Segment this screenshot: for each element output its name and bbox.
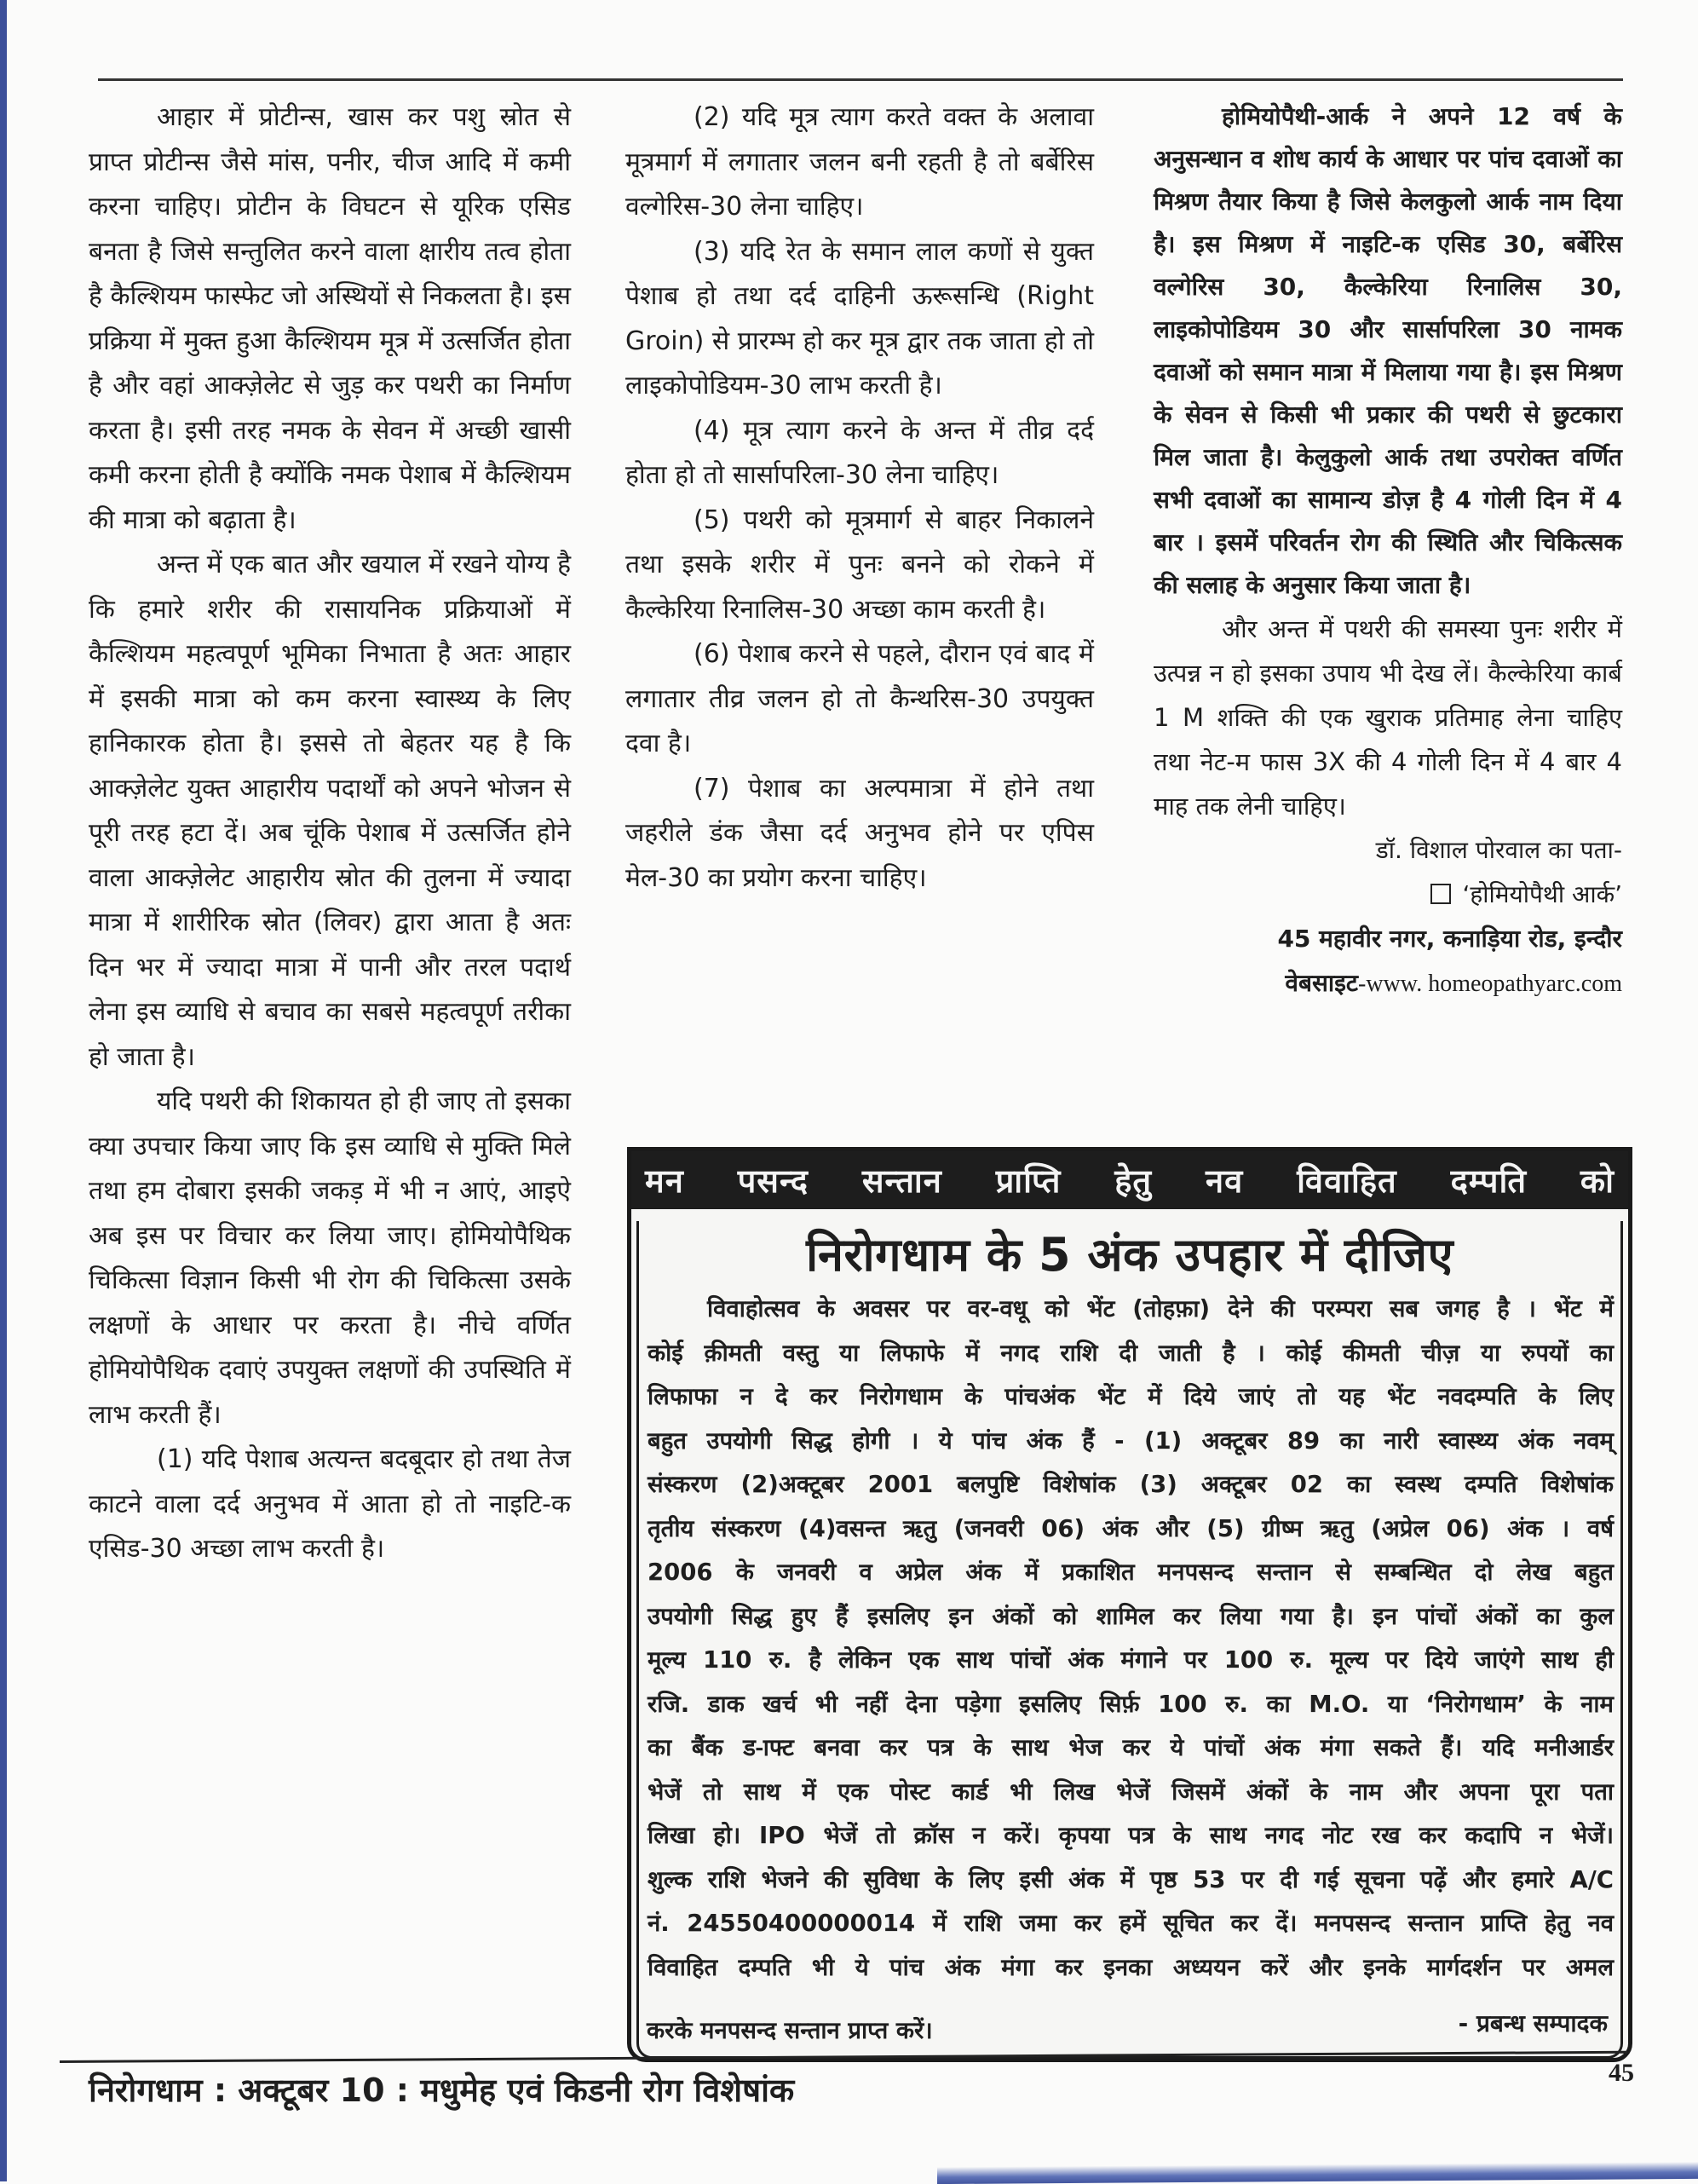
ad-line: उपयोगी सिद्ध हुए हैं इसलिए इन अंकों को शामिल कर लिया गया है। इन पांचों अंकों का कुल xyxy=(648,1602,1614,1630)
ad-line: कोई क़ीमती वस्तु या लिफाफे में नगद राशि दी जाती है । कोई कीमती चीज़ या रुपयों का xyxy=(648,1339,1614,1367)
org-name: ‘होमियोपैथी आर्क’ xyxy=(1462,880,1622,908)
ad-line: का बैंक ड-ाफ्ट बनवा कर पत्र के साथ भेज कर ये पांचों अंक मंगा सकते हैं। यदि मनीआर्डर xyxy=(648,1734,1614,1761)
remedy-item-2: (2) यदि मूत्र त्याग करते वक्त के अलावा मूत्रमार्ग में लगातार जलन बनी रहती है तो बर्बेरिस वल्गेरिस-30 लेना चाहिए। xyxy=(625,102,1094,222)
ad-line: 2006 के जनवरी व अप्रेल अंक में प्रकाशित मनपसन्द सन्तान से सम्बन्धित दो लेख बहुत xyxy=(648,1559,1614,1586)
banner-word: पसन्द xyxy=(737,1162,809,1200)
square-bullet-icon xyxy=(1430,884,1451,904)
remedy-item-3: (3) यदि रेत के समान लाल कणों से युक्त पेशाब हो तथा दर्द दाहिनी ऊरूसन्धि (Right Groin) से प्रारम्भ हो कर मूत्र द्वार तक जाता हो तो लाइकोपोडियम-30 लाभ करती है। xyxy=(625,236,1094,400)
ad-line: लिफाफा न दे कर निरोगधाम के पांचअंक भेंट में दिये जाएं तो यह भेंट नवदम्पति के लिए xyxy=(648,1383,1614,1410)
ad-line: बहुत उपयोगी सिद्ध होगी । ये पांच अंक हैं - (1) अक्टूबर 89 का नारी स्वास्थ्य अंक नवम् xyxy=(648,1426,1614,1455)
org-line xyxy=(1154,873,1622,917)
ad-line: मूल्य 110 रु. है लेकिन एक साथ पांचों अंक मंगाने पर 100 रु. मूल्य पर दिये जाएंगे साथ ही xyxy=(648,1646,1614,1674)
running-footer-title: निरोगधाम : अक्टूबर 10 : मधुमेह एवं किडनी रोग विशेषांक xyxy=(89,2072,795,2109)
website-link[interactable]: -www. homeopathyarc.com xyxy=(1358,971,1622,997)
remedy-item-4: (4) मूत्र त्याग करने के अन्त में तीव्र दर्द होता हो तो सार्सापरिला-30 लेना चाहिए। xyxy=(625,415,1094,490)
ad-line: रजि. डाक खर्च भी नहीं देना पड़ेगा इसलिए सिर्फ़ 100 रु. का M.O. या ‘निरोगधाम’ के नाम xyxy=(648,1690,1614,1718)
website-label: वेबसाइट xyxy=(1285,969,1359,997)
paragraph: आहार में प्रोटीन्स, खास कर पशु स्रोत से प्राप्त प्रोटीन्स जैसे मांस, पनीर, चीज आदि में कमी करना चाहिए। प्रोटीन के विघटन से यूरिक एसिड बनता है जिसे सन्तुलित करने वाला क्षारीय तत्व होता है कैल्शियम फास्फेट जो अस्थियों से निकलता है। इस प्रक्रिया में मुक्त हुआ कैल्शियम मूत्र में उत्सर्जित होता है और वहां आक्ज़ेलेट से जुड़ कर पथरी का निर्माण करता है। इसी तरह नमक के सेवन में अच्छी खासी कमी करना होती है क्योंकि नमक पेशाब में कैल्शियम की मात्रा को बढ़ाता है। xyxy=(89,102,571,535)
banner-word: प्राप्ति xyxy=(995,1162,1062,1200)
banner-word: दम्पति xyxy=(1450,1162,1527,1200)
remedy-item-1: (1) यदि पेशाब अत्यन्त बदबूदार हो तथा तेज काटने वाला दर्द अनुभव में आता हो तो नाइटि-क एसिड-30 अच्छा लाभ करती है। xyxy=(89,1444,571,1564)
top-rule xyxy=(98,78,1623,81)
scan-edge-bottom xyxy=(937,2162,1698,2184)
advertisement-box xyxy=(627,1147,1632,2062)
remedy-item-7: (7) पेशाब का अल्पमात्रा में होने तथा जहरीले डंक जैसा दर्द अनुभव होने पर एपिस मेल-30 का प्रयोग करना चाहिए। xyxy=(625,773,1094,893)
ad-content-frame xyxy=(636,1221,1623,2059)
banner-word: हेतु xyxy=(1114,1162,1153,1200)
ad-banner xyxy=(631,1151,1628,1209)
ad-line: तृतीय संस्करण (4)वसन्त ऋतु (जनवरी 06) अंक और (5) ग्रीष्म ऋतु (अप्रेल 06) अंक । वर्ष xyxy=(648,1514,1614,1542)
article-column-2 xyxy=(625,95,1094,901)
paragraph: अन्त में एक बात और खयाल में रखने योग्य है कि हमारे शरीर की रासायनिक प्रक्रियाओं में कैल्शियम महत्वपूर्ण भूमिका निभाता है अतः आहार में इसकी मात्रा को कम करना स्वास्थ्य के लिए हानिकारक होता है। इससे तो बेहतर यह है कि आक्ज़ेलेट युक्त आहारीय पदार्थों को अपने भोजन से पूरी तरह हटा दें। अब चूंकि पेशाब में उत्सर्जित होने वाला आक्ज़ेलेट आहारीय स्रोत की तुलना में ज्यादा मात्रा में शारीरिक स्रोत (लिवर) द्वारा आता है अतः दिन भर में ज्यादा मात्रा में पानी और तरल पदार्थ लेना इस व्याधि से बचाव का सबसे महत्वपूर्ण तरीका हो जाता है। xyxy=(89,550,571,1072)
page-number: 45 xyxy=(1609,2059,1634,2087)
banner-word: सन्तान xyxy=(861,1162,942,1200)
ad-last-line: करके मनपसन्द सन्तान प्राप्त करें। xyxy=(647,2017,933,2044)
article-column-3 xyxy=(1154,95,1622,1006)
author-line: डॉ. विशाल पोरवाल का पता- xyxy=(1375,836,1622,864)
calculo-arc-paragraph: होमियोपैथी-आर्क ने अपने 12 वर्ष के अनुसन्धान व शोध कार्य के आधार पर पांच दवाओं का मिश्रण तैयार किया है जिसे केलकुलो आर्क नाम दिया है। इस मिश्रण में नाइटि-क एसिड 30, बर्बेरिस वल्गेरिस 30, कैल्केरिया रिनालिस 30, लाइकोपोडियम 30 और सार्सापरिला 30 नामक दवाओं को समान मात्रा में मिलाया गया है। इस मिश्रण के सेवन से किसी भी प्रकार की पथरी से छुटकारा मिल जाता है। केलुकुलो आर्क तथा उपरोक्त वर्णित सभी दवाओं का सामान्य डोज़ है 4 गोली दिन में 4 बार । इसमें परिवर्तन रोग की स्थिति और चिकित्सक की सलाह के अनुसार किया जाता है। xyxy=(1154,102,1622,599)
remedy-item-5: (5) पथरी को मूत्रमार्ग से बाहर निकालने तथा इसके शरीर में पुनः बनने को रोकने में कैल्केरिया रिनालिस-30 अच्छा काम करती है। xyxy=(625,504,1094,625)
website-line xyxy=(1154,961,1622,1006)
ad-line: नं. 24550400000014 में राशि जमा कर हमें सूचित कर दें। मनपसन्द सन्तान प्राप्ति हेतु नव xyxy=(648,1910,1614,1937)
ad-body xyxy=(639,1288,1620,1990)
ad-signoff: - प्रबन्ध सम्पादक xyxy=(1458,2009,1608,2037)
ad-line: विवाहित दम्पति भी ये पांच अंक मंगा कर इनका अध्ययन करें और इनके मार्गदर्शन पर अमल xyxy=(648,1953,1614,1981)
banner-word: मन xyxy=(645,1162,684,1200)
article-column-1 xyxy=(89,95,571,1572)
ad-line: संस्करण (2)अक्टूबर 2001 बलपुष्टि विशेषांक (3) अक्टूबर 02 का स्वस्थ दम्पति विशेषांक xyxy=(648,1471,1614,1498)
prevention-paragraph: और अन्त में पथरी की समस्या पुनः शरीर में उत्पन्न न हो इसका उपाय भी देख लें। कैल्केरिया कार्ब 1 M शक्ति की एक खुराक प्रतिमाह लेना चाहिए तथा नेट-म फास 3X की 4 गोली दिन में 4 बार 4 माह तक लेनी चाहिए। xyxy=(1154,614,1622,821)
ad-line: विवाहोत्सव के अवसर पर वर-वधू को भेंट (तोहफ़ा) देने की परम्परा सब जगह है । भेंट में xyxy=(707,1295,1614,1323)
scan-edge-left xyxy=(0,0,7,2181)
banner-word: नव xyxy=(1205,1162,1244,1200)
ad-line: भेजें तो साथ में एक पोस्ट कार्ड भी लिख भेजें जिसमें अंकों के नाम और अपना पूरा पता xyxy=(648,1778,1614,1806)
address-line: 45 महावीर नगर, कनाड़िया रोड, इन्दौर xyxy=(1277,925,1622,953)
banner-word: विवाहित xyxy=(1297,1162,1397,1200)
ad-line: शुल्क राशि भेजने की सुविधा के लिए इसी अंक में पृष्ठ 53 पर दी गई सूचना पढ़ें और हमारे A/C xyxy=(648,1865,1614,1893)
ad-title: निरोगधाम के 5 अंक उपहार में दीजिए xyxy=(806,1228,1453,1282)
ad-line: लिखा हो। IPO भेजें तो क्रॉस न करें। कृपया पत्र के साथ नगद नोट रख कर कदापि न भेजें। xyxy=(648,1822,1614,1849)
remedy-item-6: (6) पेशाब करने से पहले, दौरान एवं बाद में लगातार तीव्र जलन हो तो कैन्थरिस-30 उपयुक्त दवा है। xyxy=(625,639,1094,758)
paragraph: यदि पथरी की शिकायत हो ही जाए तो इसका क्या उपचार किया जाए कि इस व्याधि से मुक्ति मिले तथा हम दोबारा इसकी जकड़ में भी न आएं, आइऐ अब इस पर विचार कर लिया जाए। होमियोपैथिक चिकित्सा विज्ञान किसी भी रोग की चिकित्सा उसके लक्षणों के आधार पर करता है। नीचे वर्णित होमियोपैथिक दवाएं उपयुक्त लक्षणों की उपस्थिति में लाभ करती हैं। xyxy=(89,1086,571,1430)
banner-word: को xyxy=(1580,1162,1615,1200)
